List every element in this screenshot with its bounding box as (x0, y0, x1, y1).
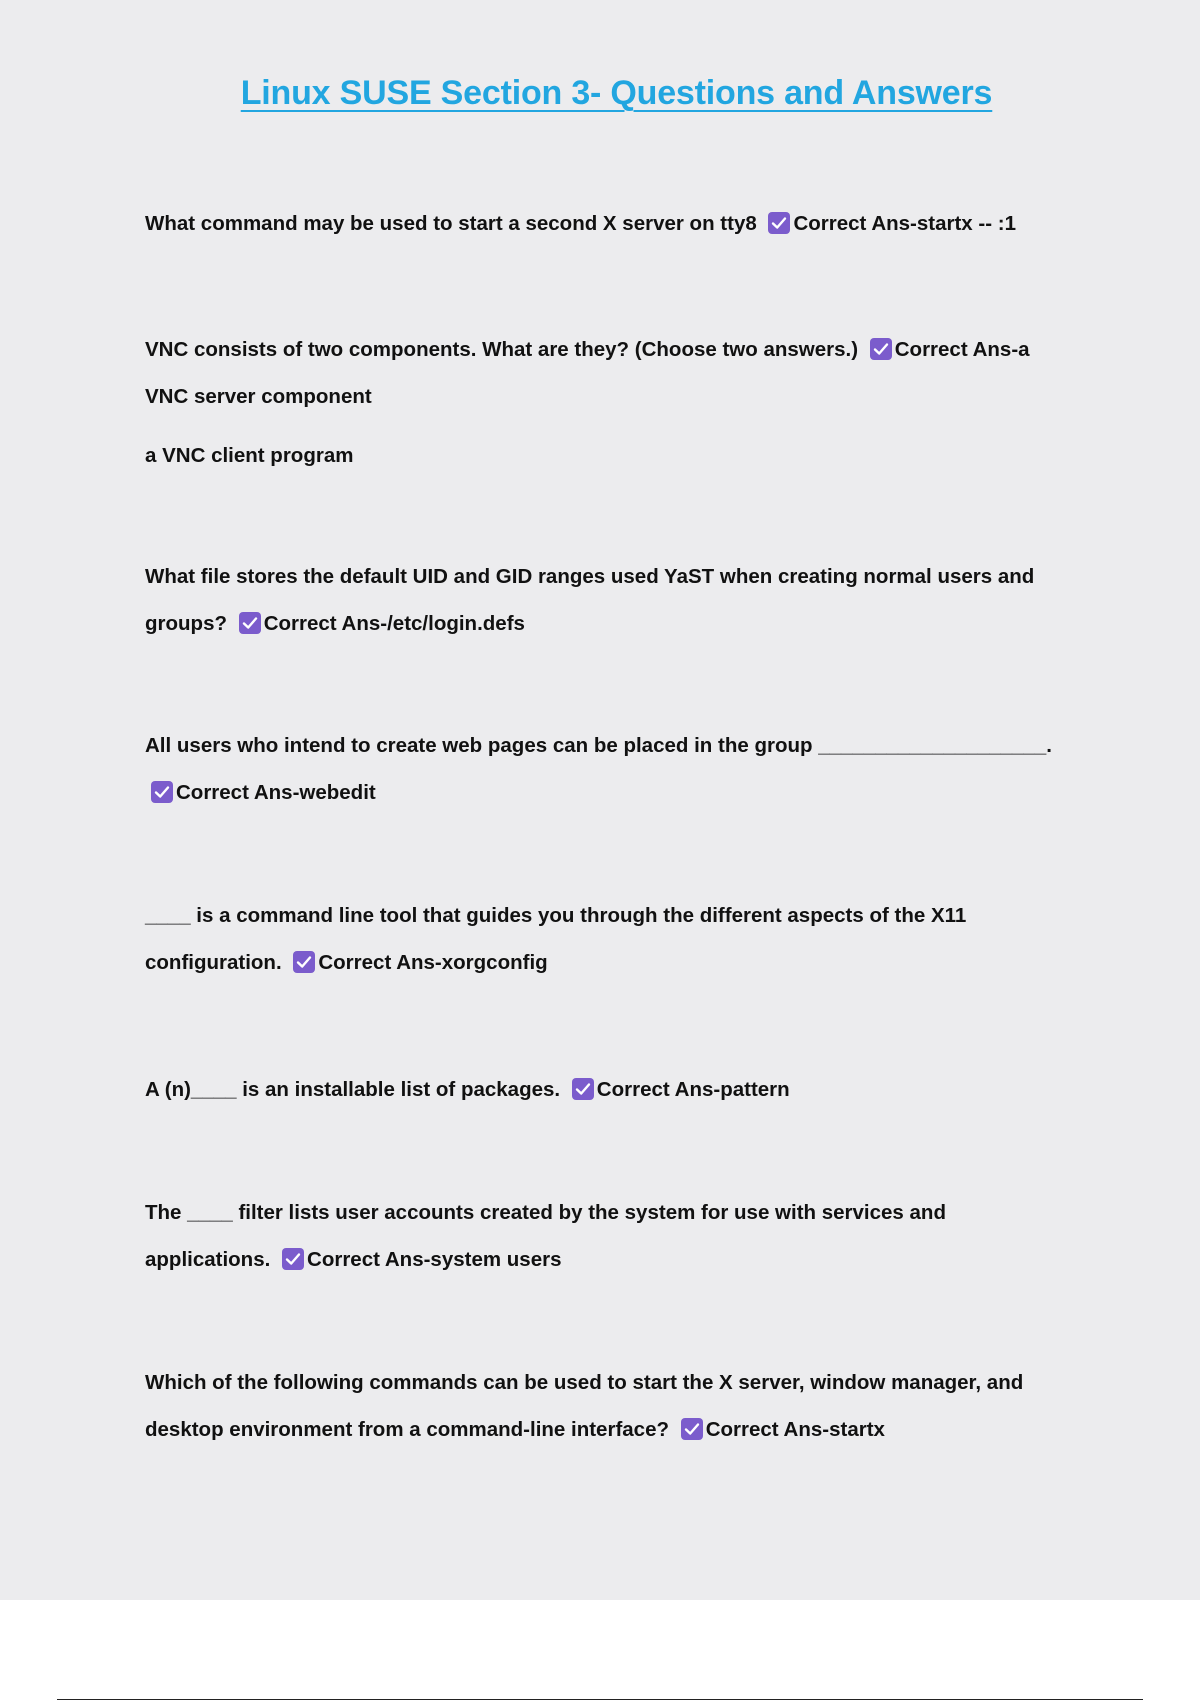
checkbox-checked-icon (572, 1078, 594, 1100)
question-text: What file stores the default UID and GID ranges used YaST when creating normal users and groups? (145, 565, 1035, 635)
answer-text: Correct Ans-startx -- :1 (793, 212, 1016, 235)
qa-item-8 (145, 1359, 1075, 1453)
answer-text: Correct Ans-system users (307, 1248, 562, 1271)
qa-item-4 (145, 722, 1075, 816)
qa-item-2 (145, 326, 1075, 479)
answer-text: Correct Ans-a VNC server component (145, 338, 1030, 408)
checkbox-checked-icon (151, 781, 173, 803)
checkbox-checked-icon (768, 212, 790, 234)
answer-text: Correct Ans-pattern (596, 1078, 790, 1101)
qa-item-3 (145, 553, 1075, 647)
checkbox-checked-icon (293, 951, 315, 973)
answer-extra-text: a VNC client program (145, 444, 354, 467)
question-text: What command may be used to start a second X server on tty8 (145, 212, 757, 235)
question-text: VNC consists of two components. What are they? (Choose two answers.) (145, 338, 859, 361)
question-text: Which of the following commands can be used to start the X server, window manager, and desktop environment from a command-line interface? (145, 1371, 1024, 1441)
qa-item-1 (145, 200, 1075, 247)
qa-item-7 (145, 1189, 1075, 1283)
answer-text: Correct Ans-webedit (176, 781, 376, 804)
question-text: A (n)____ is an installable list of packages. (145, 1078, 561, 1101)
question-text: All users who intend to create web pages can be placed in the group ____________________. (145, 734, 1052, 757)
checkbox-checked-icon (282, 1248, 304, 1270)
qa-item-5 (145, 892, 1075, 986)
answer-text: Correct Ans-startx (705, 1418, 885, 1441)
document-title: Linux SUSE Section 3- Questions and Answers (240, 74, 993, 112)
question-text: The ____ filter lists user accounts created by the system for use with services and applications. (145, 1201, 946, 1271)
answer-text: Correct Ans-xorgconfig (318, 951, 548, 974)
checkbox-checked-icon (870, 338, 892, 360)
qa-item-6 (145, 1066, 1075, 1113)
question-text: ____ is a command line tool that guides you through the different aspects of the X11 configuration. (145, 904, 967, 974)
checkbox-checked-icon (681, 1418, 703, 1440)
checkbox-checked-icon (239, 612, 261, 634)
answer-text: Correct Ans-/etc/login.defs (263, 612, 525, 635)
